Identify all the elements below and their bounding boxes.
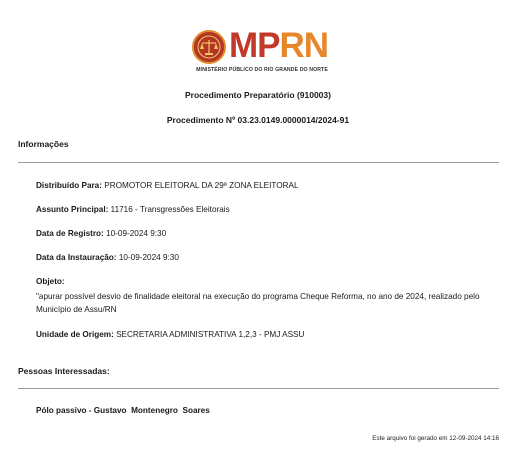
document-title: Procedimento Preparatório (910003): [185, 90, 331, 100]
mprn-logo: [192, 28, 332, 78]
objeto-line: "apurar possível desvio de finalidade eleitoral na execução do programa Cheque Reforma, no ano de 2024, realizado pelo: [36, 292, 480, 301]
procedure-number: Procedimento Nº 03.23.0149.0000014/2024-91: [166, 115, 350, 125]
field-value: SECRETARIA ADMINISTRATIVA 1,2,3 - PMJ ASSU: [116, 330, 305, 339]
field-objeto-label: [36, 277, 65, 286]
field-value: 11716 - Transgressões Eleitorais: [110, 205, 230, 214]
field-value: 10-09-2024 9:30: [106, 229, 167, 238]
polo-passivo: [36, 406, 210, 415]
field-unidade: [36, 330, 304, 339]
scales-of-justice-icon: [192, 30, 226, 64]
field-registro: [36, 229, 166, 238]
field-label: Assunto Principal:: [36, 205, 109, 214]
logo-wordmark: [229, 26, 328, 66]
field-value: 10-09-2024 9:30: [118, 253, 179, 262]
field-label: Unidade de Origem:: [36, 330, 114, 339]
info-heading: Informações: [18, 139, 69, 149]
field-value: PROMOTOR ELEITORAL DA 29ª ZONA ELEITORAL: [104, 181, 299, 190]
logo-subtitle: MINISTÉRIO PÚBLICO DO RIO GRANDE DO NORTE: [196, 67, 328, 73]
field-instauracao: [36, 253, 179, 262]
field-label: Distribuído Para:: [36, 181, 102, 190]
pessoas-heading: Pessoas Interessadas:: [18, 366, 110, 376]
field-label: Data da Instauração:: [36, 253, 117, 262]
objeto-line: Município de Assu/RN: [36, 305, 117, 314]
logo-mp: MP: [229, 26, 280, 65]
field-distribuido: [36, 181, 299, 190]
field-objeto-text: [36, 290, 496, 316]
generated-timestamp: Este arquivo foi gerado em 12-09-2024 14:16: [372, 435, 499, 442]
field-assunto: [36, 205, 230, 214]
divider: [18, 388, 499, 389]
field-label: Objeto:: [36, 277, 65, 286]
field-label: Data de Registro:: [36, 229, 104, 238]
divider: [18, 162, 499, 163]
logo-rn: RN: [279, 26, 329, 65]
polo-passivo-text: Pólo passivo - Gustavo Montenegro Soares: [36, 406, 210, 415]
